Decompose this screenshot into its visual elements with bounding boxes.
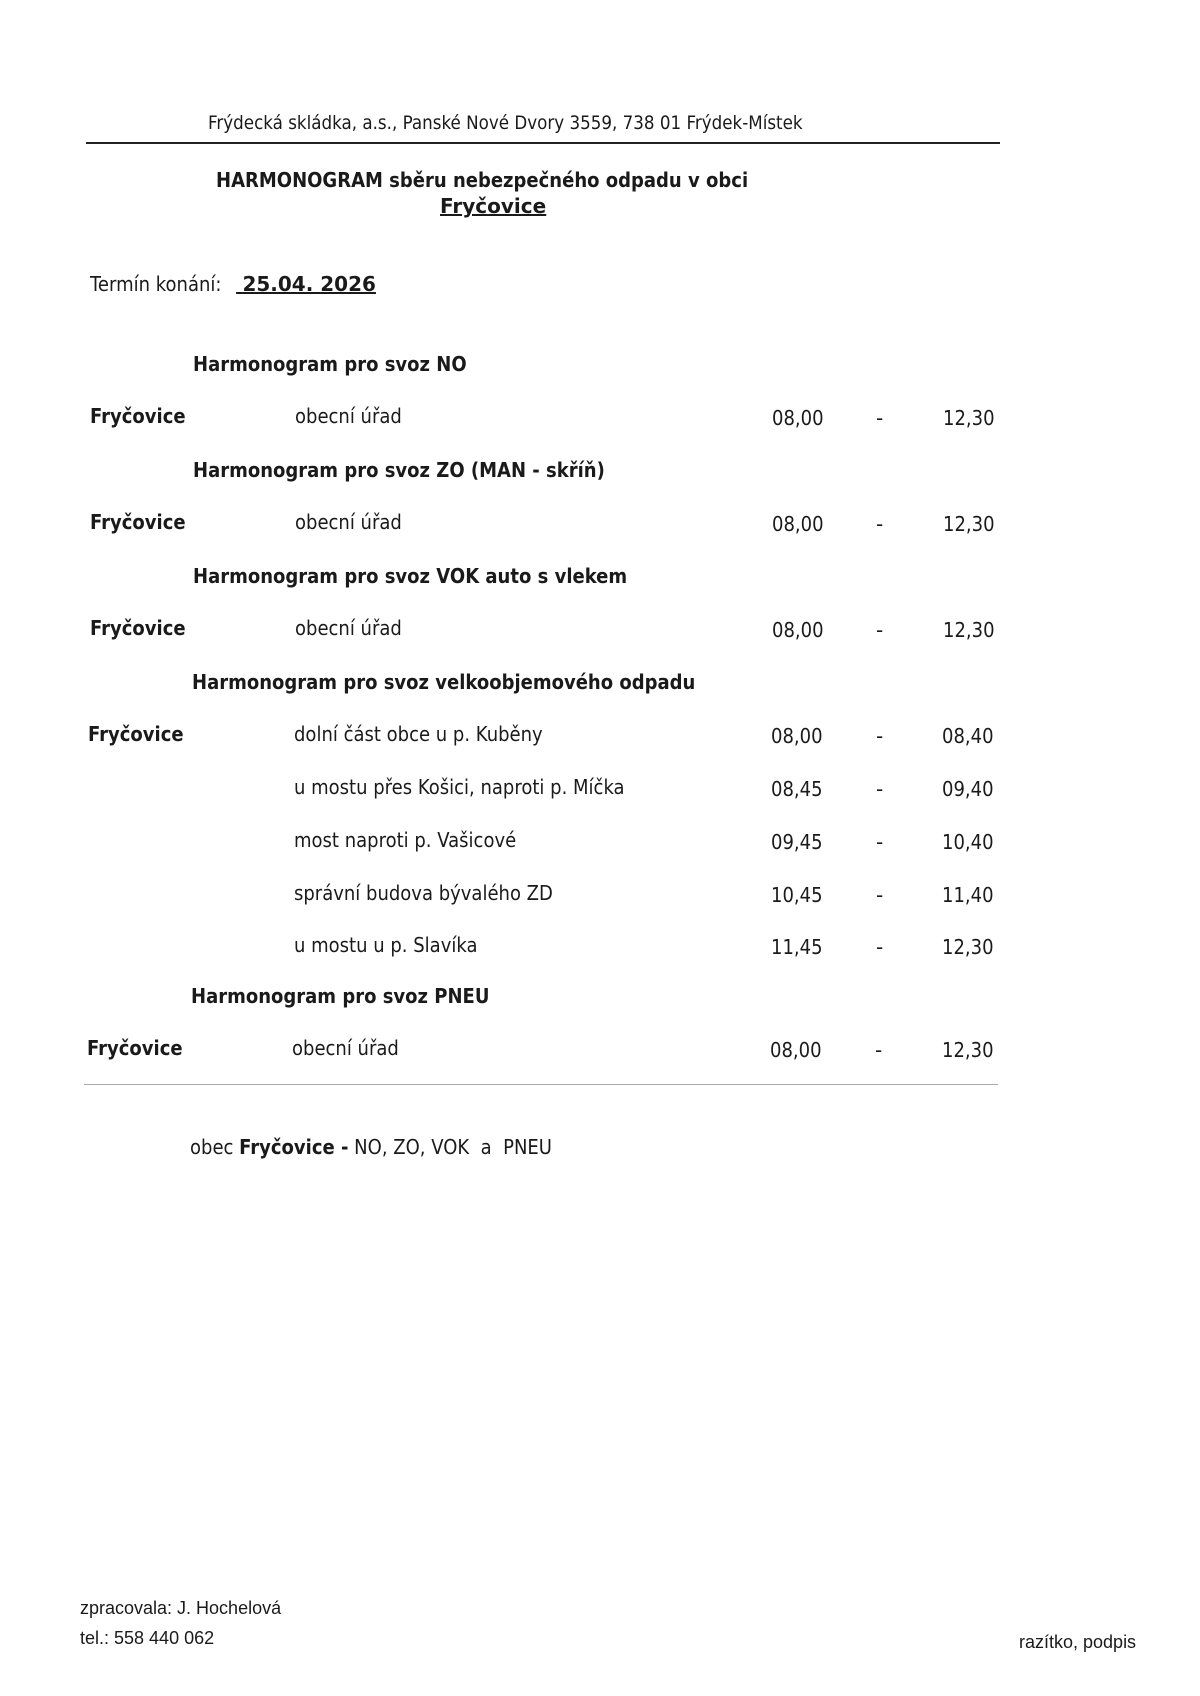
section-heading-no: Harmonogram pro svoz NO [193,352,467,376]
company-address: Frýdecká skládka, a.s., Panské Nové Dvory 3559, 738 01 Frýdek-Místek [208,112,803,134]
time-to: 12,30 [943,512,995,536]
time-to: 12,30 [942,1038,994,1062]
time-separator: - [876,618,884,642]
location: dolní část obce u p. Kuběny [294,722,543,746]
time-from: 08,00 [772,618,824,642]
company-header [86,112,1000,144]
place: Fryčovice [90,510,186,534]
term-date: 25.04. 2026 [242,272,376,296]
time-to: 12,30 [943,618,995,642]
time-from: 08,00 [771,724,823,748]
location: u mostu přes Košici, naproti p. Míčka [294,775,625,799]
document-title: HARMONOGRAM sběru nebezpečného odpadu v obci [216,168,749,192]
section-heading-bulky-waste: Harmonogram pro svoz velkoobjemového odpadu [192,670,696,694]
time-to: 10,40 [942,830,994,854]
section-heading-zo: Harmonogram pro svoz ZO (MAN - skříň) [193,458,605,482]
location: obecní úřad [295,510,402,534]
time-from: 11,45 [771,935,823,959]
time-to: 09,40 [942,777,994,801]
term-label: Termín konání: [90,272,222,296]
divider [84,1084,998,1085]
time-separator: - [876,830,884,854]
time-separator: - [876,883,884,907]
section-heading-vok: Harmonogram pro svoz VOK auto s vlekem [193,564,628,588]
stamp-signature: razítko, podpis [1019,1632,1137,1652]
summary-line [190,1135,592,1159]
time-separator: - [875,1038,883,1062]
time-to: 11,40 [942,883,994,907]
place: Fryčovice [90,616,186,640]
prepared-by: zpracovala: J. Hochelová [80,1598,282,1618]
time-from: 08,00 [770,1038,822,1062]
time-separator: - [876,512,884,536]
time-separator: - [876,724,884,748]
time-from: 08,00 [772,406,824,430]
time-to: 08,40 [942,724,994,748]
summary-municipality: Fryčovice - [239,1135,349,1159]
municipality-title: Fryčovice [440,194,547,218]
place: Fryčovice [87,1036,183,1060]
time-separator: - [876,935,884,959]
time-to: 12,30 [943,406,995,430]
phone: tel.: 558 440 062 [80,1628,215,1648]
location: u mostu u p. Slavíka [294,933,478,957]
event-date [90,272,376,296]
location: správní budova bývalého ZD [294,881,553,905]
location: obecní úřad [292,1036,399,1060]
location: obecní úřad [295,404,402,428]
place: Fryčovice [88,722,184,746]
time-to: 12,30 [942,935,994,959]
time-separator: - [876,777,884,801]
time-separator: - [876,406,884,430]
location: obecní úřad [295,616,402,640]
time-from: 08,45 [771,777,823,801]
summary-prefix: obec [190,1135,234,1159]
section-heading-pneu: Harmonogram pro svoz PNEU [191,984,490,1008]
time-from: 09,45 [771,830,823,854]
place: Fryčovice [90,404,186,428]
location: most naproti p. Vašicové [294,828,517,852]
summary-services: NO, ZO, VOK a PNEU [354,1135,552,1159]
time-from: 08,00 [772,512,824,536]
time-from: 10,45 [771,883,823,907]
